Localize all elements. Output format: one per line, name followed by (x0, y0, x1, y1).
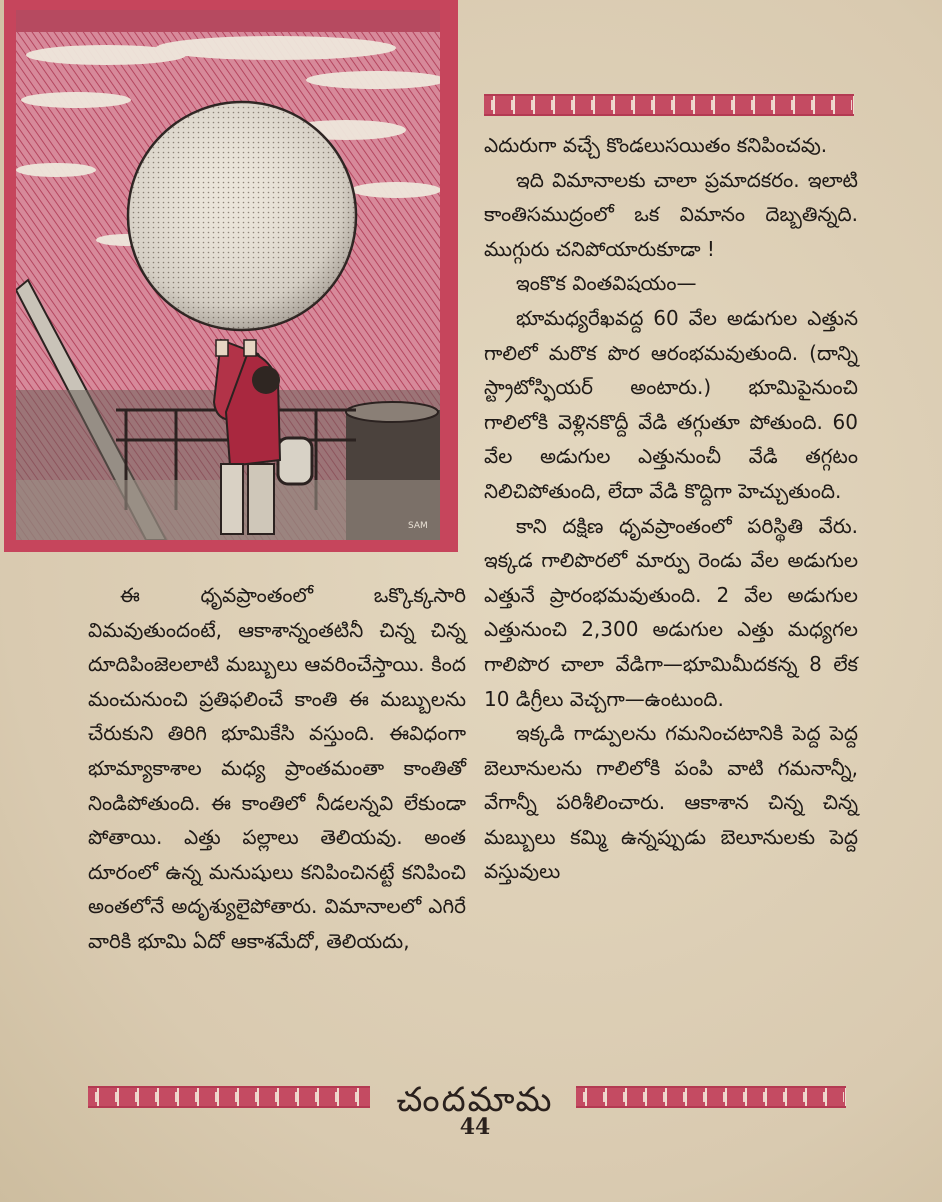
decorative-border-footer-left (88, 1086, 370, 1108)
paragraph: ఇది విమానాలకు చాలా ప్రమాదకరం. ఇలాటి కాంతిసముద్రంలో ఒక విమానం దెబ్బతిన్నది. ముగ్గురు చనిపోయారుకూడా ! (484, 167, 858, 261)
balloon-illustration (16, 10, 440, 540)
left-column (88, 578, 466, 959)
decorative-border-footer-right (576, 1086, 846, 1108)
paragraph: ఈ ధృవప్రాంతంలో ఒక్కొక్కసారి విమవుతుందంటే, ఆకాశాన్నంతటినీ చిన్న చిన్న దూదిపింజెలలాటి మబ్బులు ఆవరించేస్తాయి. కింద మంచునుంచి ప్రతిఫలించే కాంతి ఈ మబ్బులను చేరుకుని తిరిగి భూమికేసి వస్తుంది. ఈవిధంగా భూమ్యాకాశాల మధ్య ప్రాంతమంతా కాంతితో నిండిపోతుంది. ఈ కాంతిలో నీడలన్నవి లేకుండా పోతాయి. ఎత్తు పల్లాలు తెలియవు. అంత దూరంలో ఉన్న మనుషులు కనిపించినట్టే కనిపించి అంతలోనే అదృశ్యులైపోతారు. విమానాలలో ఎగిరే వారికి భూమి ఏదో ఆకాశమేదో, తెలియదు, (88, 583, 466, 953)
giant-balloon (128, 102, 356, 330)
paragraph: కాని దక్షిణ ధృవప్రాంతంలో పరిస్థితి వేరు. ఇక్కడ గాలిపొరలో మార్పు రెండు వేల అడుగుల ఎత్తునే ప్రారంభమవుతుంది. 2 వేల అడుగుల ఎత్తునుంచి 2,300 అడుగుల ఎత్తు మధ్యగల గాలిపొర చాలా వేడిగా—భూమిమీదకన్న 8 లేక 10 డిగ్రీలు వెచ్చగా—ఉంటుంది. (484, 513, 858, 711)
paragraph: ఎదురుగా వచ్చే కొండలుసయితం కనిపించవు. (484, 133, 828, 157)
paragraph: ఇంకొక వింతవిషయం— (516, 271, 697, 296)
page-number: 44 (459, 1114, 491, 1140)
illustration-frame (4, 0, 458, 552)
artist-signature: SAM (408, 521, 428, 531)
decorative-border-top (484, 94, 854, 116)
right-column (484, 128, 858, 889)
magazine-title: చందమామ (396, 1080, 554, 1120)
paragraph: ఇక్కడి గాడ్పులను గమనించటానికి పెద్ద పెద్ద బెలూనులను గాలిలోకి పంపి వాటి గమనాన్నీ, వేగాన్నీ పరిశీలించారు. ఆకాశాన చిన్న చిన్న మబ్బులు కమ్మి ఉన్నప్పుడు బెలూనులకు పెద్ద వస్తువులు (484, 721, 858, 884)
paragraph: భూమధ్యరేఖవద్ద 60 వేల అడుగుల ఎత్తున గాలిలో మరొక పొర ఆరంభమవుతుంది. (దాన్ని స్ట్రాటోస్ఫియర్ అంటారు.) భూమిపైనుంచి గాలిలోకి వెళ్లినకొద్దీ వేడి తగ్గుతూ పోతుంది. 60 వేల అడుగుల ఎత్తునుంచీ వేడి తగ్గటం నిలిచిపోతుంది, లేదా వేడి కొద్దిగా హెచ్చుతుంది. (484, 305, 858, 503)
